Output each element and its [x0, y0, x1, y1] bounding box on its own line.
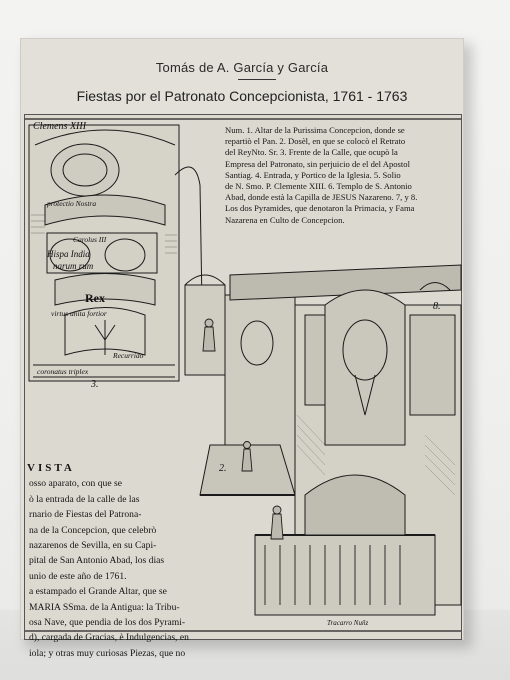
vista-line: na de la Concepcion, que celebrò: [29, 524, 157, 536]
vista-line: pital de San Antonio Abad, los dias: [29, 555, 165, 567]
marker-2: 2.: [219, 463, 227, 474]
legend-line: Los dos Pyramides, que denotaron la Primacia, y Fama: [225, 203, 415, 214]
legend-line: Num. 1. Altar de la Purissima Concepcion, donde se: [225, 125, 405, 135]
vista-heading: VISTA: [27, 462, 75, 474]
coronatus-label: coronatus triplex: [37, 367, 89, 376]
vista-line: osa Nave, que pendia de los dos Pyrami-: [29, 617, 186, 629]
marker-8: 8.: [433, 301, 441, 312]
vista-line: osso aparato, con que se: [29, 478, 122, 490]
legend-line: Nazarena en Culto de Concepcion.: [225, 214, 345, 225]
marker-3: 3.: [91, 379, 99, 390]
engraving-illustration: [24, 114, 462, 659]
legend-line: Santiag. 4. Entrada, y Portico de la Iglesia. 5. Solio: [225, 169, 401, 180]
vista-line: unio de este año de 1761.: [29, 570, 127, 582]
engraving-legend: [225, 125, 457, 226]
carolus-label: Carolus III: [73, 235, 107, 244]
vista-line: iola; y otras muy curiosas Piezas, que no: [29, 647, 186, 659]
vista-line: rnario de Fiestas del Patrona-: [29, 509, 142, 521]
book-cover: [20, 38, 464, 659]
virtus-label: virtus unita fortior: [51, 309, 107, 318]
vista-line: nazarenos de Sevilla, en su Capi-: [29, 540, 157, 552]
hispania-label: Hispa India: [47, 249, 90, 259]
author-name: Tomás de A. García y García: [155, 60, 329, 75]
recurso-label: Recurrido: [113, 351, 144, 360]
legend-line: repartiò el Pan. 2. Dosèl, en que se colocò el Retrato: [225, 136, 406, 147]
book-title: Fiestas por el Patronato Concepcionista, 1761 - 1763: [76, 88, 408, 104]
legend-line: del ReyNto. Sr. 3. Frente de la Calle, que ocupò la: [225, 147, 398, 158]
protectio-label: protectio Nostra: [47, 199, 97, 208]
engraver-signature: Tracarro Nuñz: [327, 619, 369, 627]
rex-label: Rex: [85, 291, 105, 305]
legend-line: de N. Smo. P. Clemente XIII. 6. Templo de S. Antonio: [225, 181, 412, 192]
vista-line: MARIA SSma. de la Antigua: la Tribu-: [29, 601, 180, 613]
legend-line: Abad, donde està la Capilla de JESUS Nazareno. 7, y 8.: [225, 192, 418, 203]
legend-line: Empresa del Patronato, sin perjuicio de el del Apostol: [225, 158, 410, 169]
title-divider: [238, 79, 276, 80]
vista-caption: [25, 461, 265, 661]
vista-line: d), cargada de Gracias, è Indulgencias, en: [29, 632, 189, 644]
vista-line: a estampado el Grande Altar, que se: [29, 586, 167, 598]
narum-label: narum rum: [53, 261, 94, 271]
clemens-label: Clemens XIII: [33, 121, 87, 132]
vista-line: ò la entrada de la calle de las: [29, 493, 140, 505]
